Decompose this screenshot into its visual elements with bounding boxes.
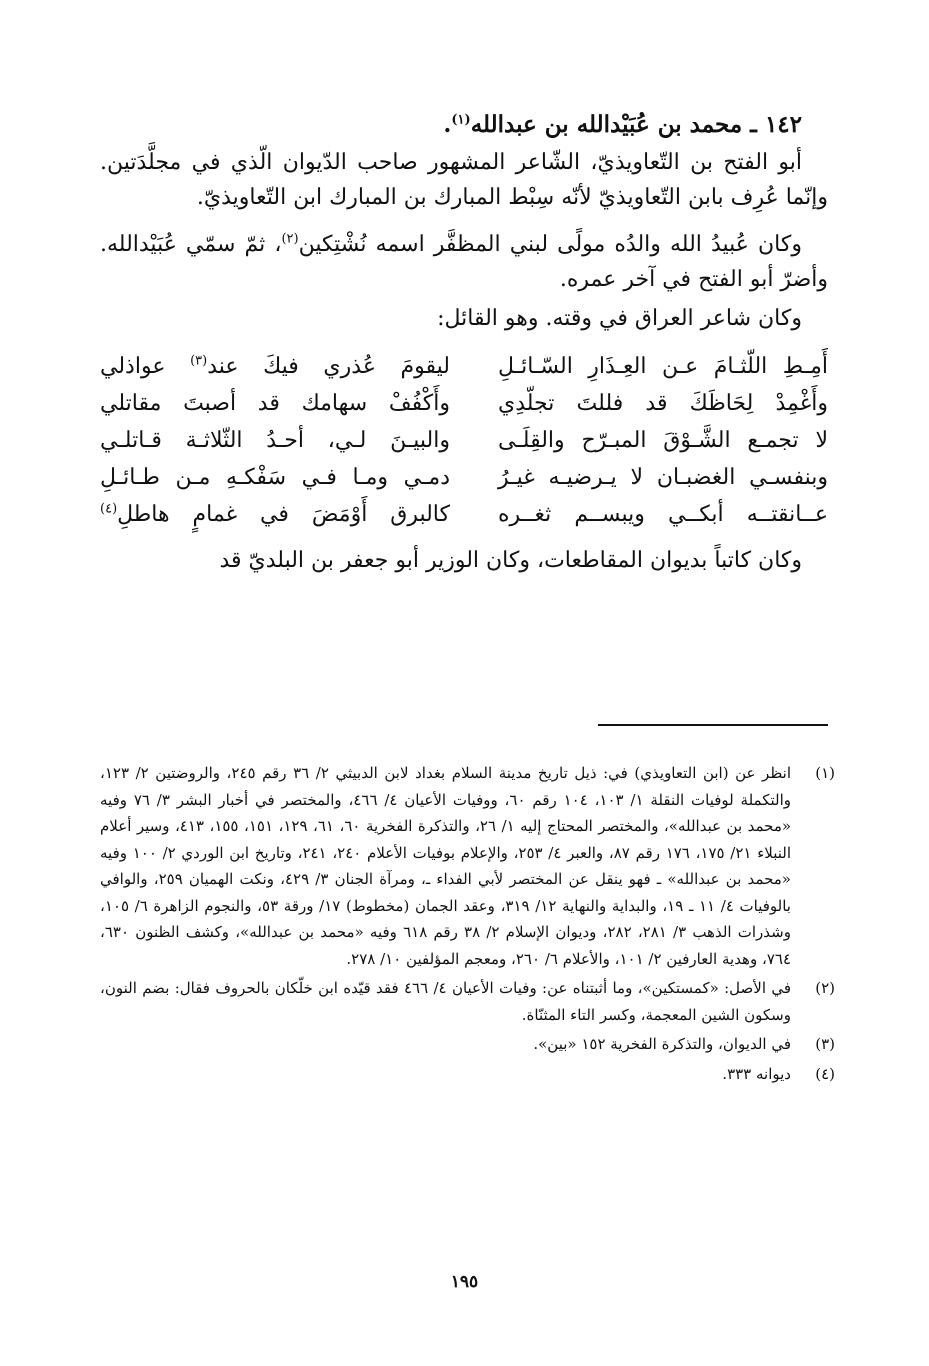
footnote-text: في الأصل: «كمستكين»، وما أثبتناه عن: وفيات الأعيان ٤/ ٤٦٦ فقد قيّده ابن خلّكان بالحروف فقال: بضم النون، وسكون الشين المعجمة، وكسر التاء المثنّاة. xyxy=(100,979,791,1024)
paragraph-text: ، ثمّ سمّي عُبَيْدالله. وأضرّ أبو الفتح في آخر عمره. xyxy=(100,232,828,292)
footnote-number: (١) xyxy=(815,764,835,782)
footnote xyxy=(100,1061,835,1088)
footnote-ref: (٤) xyxy=(100,501,118,517)
poem xyxy=(100,348,828,533)
verse-line xyxy=(100,459,828,496)
footnote xyxy=(100,760,835,972)
verse-line xyxy=(100,496,828,533)
verse-line xyxy=(100,348,828,385)
verse-line xyxy=(100,385,828,422)
verse-second-hemistich: والبيـنَ لـي، أحـدُ الثّلاثـة قـاتلـي xyxy=(100,428,450,453)
paragraph: أبو الفتح بن التّعاويذيّ، الشّاعر المشهور صاحب الدّيوان الّذي في مجلَّدَتين. وإنّما عُرِف بابن التّعاويذيّ لأنّه سِبْط المبارك بن المبارك ابن التّعاويذيّ. xyxy=(100,150,828,210)
footnote-text: ديوانه ٣٣٣. xyxy=(722,1064,791,1083)
entry-heading xyxy=(100,105,802,145)
verse-first-hemistich: وبنفسـي الغضبـان لا يـرضيـه غيـرُ xyxy=(498,465,828,490)
heading-text: ١٤٢ ـ محمد بن عُبَيْدالله بن عبدالله xyxy=(470,111,802,138)
verse-second-hemistich xyxy=(100,496,450,533)
verse-text: ليقومَ عُذري فيكَ عند xyxy=(207,354,451,379)
footnote-ref: (١) xyxy=(451,112,471,128)
footnote-ref: (٣) xyxy=(190,353,208,369)
paragraph: وكان كاتباً بديوان المقاطعات، وكان الوزير أبو جعفر بن البلديّ قد xyxy=(219,548,802,573)
paragraph: وكان شاعر العراق في وقته. وهو القائل: xyxy=(437,306,802,331)
footnote-text: في الديوان، والتذكرة الفخرية ١٥٢ «بين». xyxy=(533,1035,791,1053)
footnote-ref: (٢) xyxy=(281,231,299,247)
verse-second-hemistich: دمـي ومـا فـي سَفْكـهِ مـن طـائـلِ xyxy=(100,465,450,490)
main-text xyxy=(100,105,828,578)
footnote-divider xyxy=(598,724,828,726)
footnote xyxy=(100,975,835,1028)
verse-first-hemistich: عــانقتــه أبكــي ويبســم ثغــره xyxy=(498,502,828,527)
footnote-text: انظر عن (ابن التعاويذي) في: ذيل تاريخ مدينة السلام بغداد لابن الدبيثي ٢/ ٣٦ رقم ٢٤٥، والروضتين ٢/ ١٢٣، والتكملة لوفيات النقلة ١/ ١٠٣، ١٠٤ رقم ٦٠، ووفيات الأعيان ٤/ ٤٦٦، والمختصر في أخبار البشر ٣/ ٧٦ وفيه «محمد بن عبدالله»، والمختصر المحتاج إليه ١/ ٢٦، والتذكرة الفخرية ٦٠، ٦١، ١٢٩، ١٥١، ١٥٥، ٤١٣، وسير أعلام النبلاء ٢١/ ١٧٥، ١٧٦ رقم ٨٧، والعبر ٤/ ٢٥٣، والإعلام بوفيات الأعلام ٢٤٠، ٢٤١، وتاريخ ابن الوردي ٢/ ١٠٠ وفيه «محمد بن عبدالله» ـ فهو ينقل عن المختصر لأبي الفداء ـ، ومرآة الجنان ٣/ ٤٢٩، ونكت الهميان ٢٥٩، والوافي بالوفيات ٤/ ١١ ـ ١٩، والبداية والنهاية ١٢/ ٣١٩، وعقد الجمان (مخطوط) ١٧/ ورقة ٥٣، والنجوم الزاهرة ٦/ ١٠٥، وشذرات الذهب ٣/ ٢٨١، ٢٨٢، وديوان الإسلام ٢/ ٣٨ رقم ٦١٨ وفيه «محمد بن عبدالله»، وكشف الظنون ٦٣٠، ٧٦٤، وهدية العارفين ٢/ ١٠١، والأعلام ٦/ ٢٦٠، ومعجم المؤلفين ١٠/ ٢٧٨. xyxy=(100,764,792,968)
verse-first-hemistich: لا تجمـع الشَّـوْقَ المبـرّح والقِلَـى xyxy=(498,428,828,453)
verse-second-hemistich xyxy=(100,348,450,385)
verse-text: كالبرق أَوْمَضَ في غمامٍ هاطلِ xyxy=(117,502,450,527)
verse-text: عواذلي xyxy=(100,354,191,379)
footnote xyxy=(100,1031,835,1058)
footnotes xyxy=(100,760,835,1087)
heading-tail: . xyxy=(443,111,452,138)
verse-line xyxy=(100,422,828,459)
paragraph xyxy=(100,227,828,297)
footnote-number: (٣) xyxy=(815,1035,835,1053)
verse-first-hemistich: أَمِـطِ اللّثـامَ عـن العِـذَارِ السّـائـلِ xyxy=(498,354,828,379)
paragraph-text: وكان عُبيدُ الله والدُه مولًى لبني المظفَّر اسمه نُشْتِكين xyxy=(298,232,802,257)
verse-first-hemistich: وأَغْمِدْ لِحَاظَكَ قد فللتَ تجلّدِي xyxy=(498,391,828,416)
footnote-number: (٤) xyxy=(815,1064,835,1083)
verse-second-hemistich: وأَكْفُفْ سهامك قد أصبتَ مقاتلي xyxy=(100,391,450,416)
footnote-number: (٢) xyxy=(815,979,835,997)
page-number: ١٩٥ xyxy=(450,1272,479,1292)
